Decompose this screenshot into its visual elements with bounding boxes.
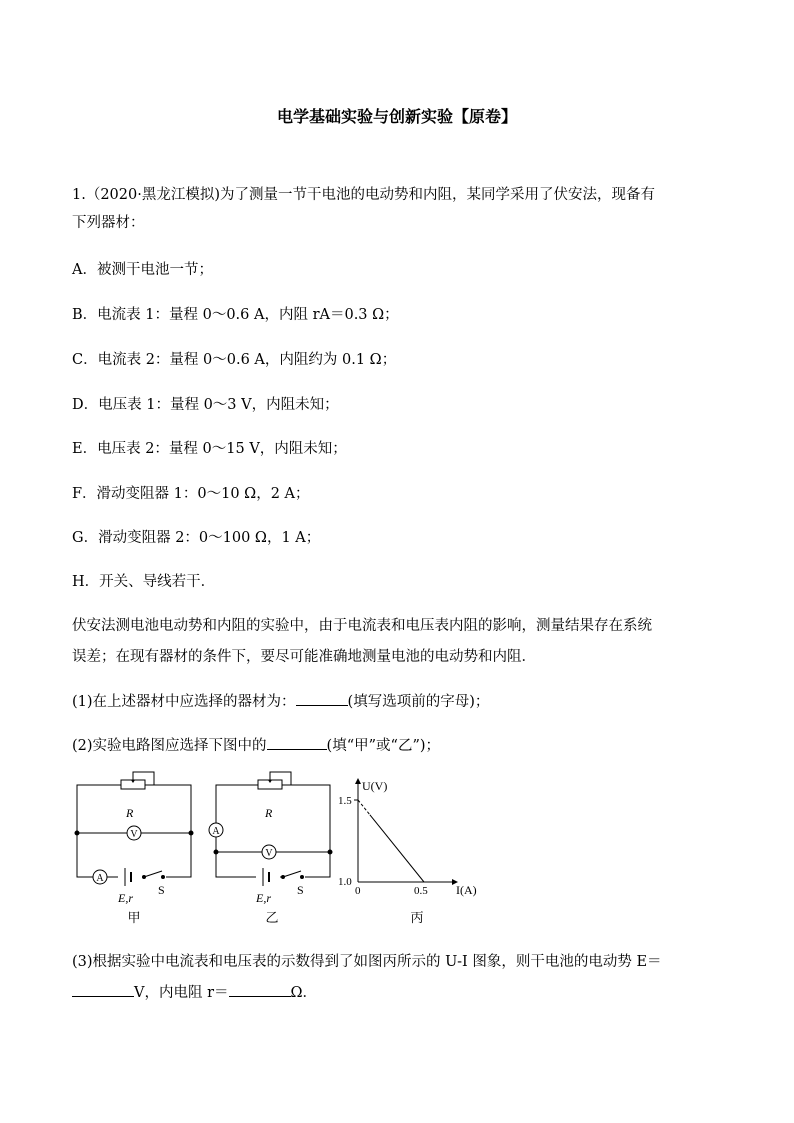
voltmeter-label-yi: V: [265, 848, 273, 859]
answer-blank-emf[interactable]: [72, 982, 134, 997]
figure-area: [0, 770, 794, 930]
sub-question-2: [72, 734, 440, 755]
graph-ylabel: U(V): [362, 779, 388, 793]
option-f: F．滑动变阻器 1：0～10 Ω，2 A；: [72, 486, 310, 502]
battery-label-yi: E,r: [256, 891, 271, 905]
rheostat-label-yi: R: [265, 806, 273, 820]
sub-question-3-line1: (3)根据实验中电流表和电压表的示数得到了如图丙所示的 U-I 图象，则干电池的电动势 E＝: [72, 954, 662, 970]
option-d: D．电压表 1：量程 0～3 V，内阻未知；: [72, 397, 339, 413]
page-title: 电学基础实验与创新实验【原卷】: [276, 107, 517, 126]
paragraph-line2: 误差；在现有器材的条件下，要尽可能准确地测量电池的电动势和内阻．: [72, 649, 536, 665]
paragraph-line1: 伏安法测电池电动势和内阻的实验中，由于电流表和电压表内阻的影响，测量结果存在系统: [72, 618, 652, 634]
sub-question-1-text: (1)在上述器材中应选择的器材为：: [72, 694, 296, 710]
ammeter-label-yi: A: [212, 826, 220, 837]
sub-question-2-text: (2)实验电路图应选择下图中的: [72, 738, 267, 754]
switch-label-yi: S: [297, 883, 304, 897]
rheostat-label-jia: R: [126, 806, 134, 820]
graph-bing-axes: [355, 778, 458, 885]
graph-line-series: [370, 815, 424, 882]
caption-bing: 丙: [410, 910, 424, 925]
option-c: C．电流表 2：量程 0～0.6 A，内阻约为 0.1 Ω；: [72, 352, 397, 368]
switch-label-jia: S: [158, 883, 165, 897]
graph-xlabel: I(A): [456, 883, 477, 897]
circuit-yi: [209, 772, 332, 886]
graph-ytick-bottom: 1.0: [338, 876, 352, 888]
option-b: B．电流表 1：量程 0～0.6 A，内阻 rA＝0.3 Ω；: [72, 307, 399, 323]
sub-question-3-mid: V，内电阻 r＝: [134, 985, 229, 1001]
sub-question-1-hint: (填写选项前的字母)；: [347, 694, 490, 710]
sub-question-3-end: Ω．: [290, 985, 318, 1001]
sub-question-2-hint: (填“甲”或“乙”)；: [326, 738, 441, 754]
answer-blank-resistance[interactable]: [229, 982, 291, 997]
option-a: A．被测干电池一节；: [72, 262, 213, 278]
question-stem-line1: 1.（2020·黑龙江模拟)为了测量一节干电池的电动势和内阻，某同学采用了伏安法，现备有: [72, 187, 655, 203]
answer-blank-2[interactable]: [267, 735, 327, 750]
caption-jia: 甲: [127, 910, 141, 925]
question-stem-line2: 下列器材：: [72, 215, 145, 231]
voltmeter-label-jia: V: [130, 829, 138, 840]
graph-xtick: 0.5: [414, 885, 428, 897]
option-h: H．开关、导线若干．: [72, 574, 216, 590]
graph-xtick-origin: 0: [355, 885, 361, 897]
ammeter-label-jia: A: [96, 873, 104, 884]
answer-blank-1[interactable]: [296, 691, 348, 706]
option-g: G．滑动变阻器 2：0～100 Ω，1 A；: [72, 530, 321, 546]
caption-yi: 乙: [265, 910, 279, 925]
battery-label-jia: E,r: [118, 891, 133, 905]
option-e: E．电压表 2：量程 0～15 V，内阻未知；: [72, 441, 347, 457]
graph-ytick-top: 1.5: [338, 795, 352, 807]
sub-question-1: [72, 690, 489, 711]
graph-line-dashed-segment: [358, 800, 370, 815]
graph-bing-plot: [354, 800, 424, 882]
sub-question-3-line2: [72, 981, 317, 1002]
